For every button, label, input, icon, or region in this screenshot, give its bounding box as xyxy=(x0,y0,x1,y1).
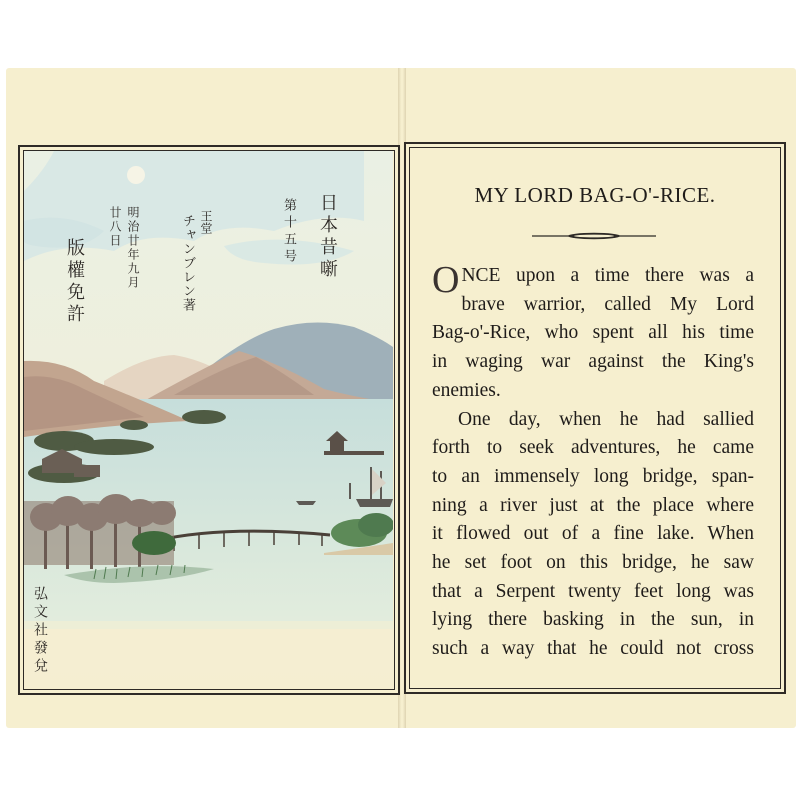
translator-credit: チャンブレン著 xyxy=(180,214,195,312)
story-line: that a Serpent twenty feet long was xyxy=(432,580,754,602)
volume-number: 第十五号 xyxy=(281,198,296,266)
story-line: NCE upon a time there was a xyxy=(461,265,754,286)
story-line: forth to seek adventures, he came xyxy=(432,437,754,459)
story-line: brave warrior, called My Lord xyxy=(461,293,754,315)
story-line: Bag-o'-Rice, who spent all his time xyxy=(432,322,754,344)
story-line: it flowed out of a fine lake. When xyxy=(432,523,754,545)
story-line: One day, when he had sallied xyxy=(458,408,754,430)
series-title: 日本昔噺 xyxy=(317,193,338,281)
copyright-notice: 版權免許 xyxy=(64,238,85,326)
story-line: ning a river just at the place where xyxy=(432,494,754,516)
publisher-imprint: 弘文社發兌 xyxy=(32,586,48,676)
title-ornament xyxy=(532,230,656,242)
drop-cap: O xyxy=(432,259,460,301)
publication-date: 明治廿年九月廿八日 xyxy=(108,206,140,290)
story-title: MY LORD BAG-O'-RICE. xyxy=(474,183,716,207)
story-text xyxy=(432,259,754,664)
story-line: lying there basking in the sun, in xyxy=(432,609,754,631)
story-line: such a way that he could not cross xyxy=(432,638,754,660)
story-line: in waging war against the King's xyxy=(432,351,754,373)
story-line: he set foot on this bridge, he saw xyxy=(432,552,754,574)
publisher-name: 王堂 xyxy=(199,210,213,234)
story-line: enemies. xyxy=(432,379,501,401)
story-line: to an immensely long bridge, span- xyxy=(432,465,754,487)
